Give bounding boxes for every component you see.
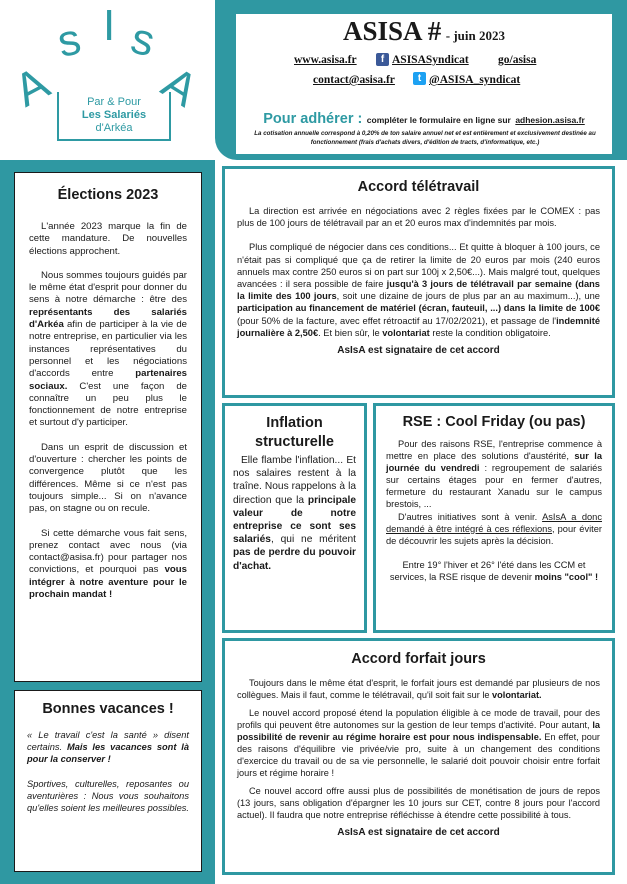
svg-text:A: A xyxy=(153,56,208,117)
inflation-p1-c: , qui ne méritent xyxy=(270,534,356,546)
rse-box xyxy=(373,403,615,633)
rse-p3 xyxy=(386,559,602,583)
rse-p2-c: , pour éviter de découvrir les sujets après la décision. xyxy=(386,523,603,546)
logo-graphic xyxy=(0,0,215,160)
teletravail-signature: AsIsA est signataire de cet accord xyxy=(337,345,500,357)
asisa-logo xyxy=(0,0,215,160)
vacances-p2: Sportives, culturelles, reposantes ou aventurières : Nous vous souhaitons qu'elles soient les meilleures possibles. xyxy=(27,778,189,814)
elections-p2-b: représentants des salariés d'Arkéa xyxy=(29,306,187,331)
rse-p2-a: D'autres initiatives sont à venir. xyxy=(398,511,538,522)
elections-title: Élections 2023 xyxy=(57,187,159,203)
vacances-p1-b: Mais les vacances sont là pour la conserver ! xyxy=(27,742,189,765)
teletravail-p2-a: Plus compliqué de négocier dans ces conditions... Et quitte à bloquer à 100 jours, ce n'était pas si compliqué que ça de retirer la limite de 20 euros par mois (240 euros annuels max contre 250 euros si on part sur 100j x 2,50€...). Mais malgré tout, quelques avancées : il sera possible de faire xyxy=(237,242,600,290)
inflation-p1 xyxy=(233,454,356,573)
forfait-p2-c: En effet, pour des raisons d'équilibre vie privée/vie pro, suite à un changement des conditions d'exercice du travail ou de sa vie personnelle, le salarié doit pouvoir choisir entre forfait jours et régime horaire ! xyxy=(237,732,600,778)
facebook-icon: f xyxy=(376,53,389,66)
twitter-link[interactable]: @ASISA_syndicat xyxy=(429,74,521,86)
logo-tagline-2: Les Salariés xyxy=(81,109,147,121)
email-link[interactable]: contact@asisa.fr xyxy=(313,74,395,86)
rse-p1-c: : regroupement de salariés sur certains étages pour en fermer d'autres, fermeture du restaurant Xanadu sur le campus brestois, ... xyxy=(386,463,603,510)
elections-p3: Dans un esprit de discussion et d'ouverture : chercher les points de convergence plutôt que les différences. Même si ce n'est pas toujours simple... Si on n'avance pas, on stagne ou on recule. xyxy=(29,441,187,515)
rse-p1-a: Pour des raisons RSE, l'entreprise commence à mettre en place des solutions d'austérité, xyxy=(386,439,602,462)
vacances-box xyxy=(14,690,202,872)
inflation-box xyxy=(222,403,367,633)
teletravail-p2-e: participation au financement de matériel (écran, fauteuil, ...) dans la limite de 100€ xyxy=(237,303,600,314)
rse-p1 xyxy=(386,438,602,511)
forfait-signature: AsIsA est signataire de cet accord xyxy=(337,827,500,838)
rse-p3-b: moins "cool" ! xyxy=(534,571,599,582)
go-link[interactable]: go/asisa xyxy=(498,54,537,66)
logo-tagline-1: Par & Pour xyxy=(87,96,141,108)
svg-text:A: A xyxy=(5,56,58,117)
facebook-link[interactable]: ASISASyndicat xyxy=(392,54,469,66)
teletravail-p2-f: (pour 50% de la facture, avec effet rétroactif au 17/02/2021), et passage de l' xyxy=(237,315,557,326)
join-url[interactable]: adhesion.asisa.fr xyxy=(515,115,585,125)
teletravail-p2-i: volontariat xyxy=(382,327,430,338)
vacances-title: Bonnes vacances ! xyxy=(42,701,174,717)
teletravail-p2-j: reste la condition obligatoire. xyxy=(432,327,551,338)
svg-text:s: s xyxy=(126,13,160,67)
svg-text:s: s xyxy=(53,14,85,67)
join-text: compléter le formulaire en ligne sur xyxy=(366,115,511,125)
teletravail-p2 xyxy=(237,241,600,339)
elections-p2-a: Nous sommes toujours guidés par le même état d'esprit pour donner du sens à notre démarche : être des xyxy=(29,269,187,306)
forfait-p2-a: Le nouvel accord proposé étend la population éligible à ce mode de travail, pour des profils qui peuvent être autonomes sur la gestion de leur temps d'activité. Pour autant, xyxy=(237,708,600,730)
teletravail-p2-h: . Et bien sûr, le xyxy=(318,327,380,338)
join-line xyxy=(240,110,608,128)
teletravail-p2-g: indemnité journalière à 2,50€ xyxy=(237,315,600,338)
teletravail-title: Accord télétravail xyxy=(357,179,480,195)
rse-p2 xyxy=(386,511,602,547)
elections-p1: L'année 2023 marque la fin de cette mandature. De nouvelles élections approchent. xyxy=(29,221,187,257)
elections-p2 xyxy=(29,270,187,430)
forfait-p3: Ce nouvel accord offre aussi plus de possibilités de monétisation de jours de repos (13 jours, sans obligation d'épargner les 10 jours sur CET, contre 8 jours pour l'accord actuel). Il faudra que notre entreprise réfléchisse à étendre cette possibilité à tous. xyxy=(237,786,600,820)
teletravail-p2-c: (dans la limite des 100 jours xyxy=(237,279,600,302)
elections-p4-a: Si cette démarche vous fait sens, prenez contact avec nous (via contact@asisa.fr) pour partager nos convictions, et pourquoi pas xyxy=(29,527,187,576)
header-card xyxy=(236,14,612,154)
forfait-p1-b: volontariat. xyxy=(492,690,542,700)
newsletter-title xyxy=(236,16,612,47)
inflation-title: Inflation structurelle xyxy=(255,415,334,450)
rse-title: RSE : Cool Friday (ou pas) xyxy=(402,414,586,430)
rse-p3-a: Entre 19° l'hiver et 26° l'été dans les CCM et services, la RSE risque de devenir xyxy=(389,559,586,582)
teletravail-box xyxy=(222,166,615,398)
elections-p2-c: afin de participer à la vie de notre entreprise, en particulier via les instances représentatives du personnel et les négociations d'accords entre xyxy=(29,319,187,380)
teletravail-p2-d: , soit une dizaine de jours de plus par an au maximum...), une xyxy=(336,291,600,302)
rse-p1-b: sur la journée du vendredi xyxy=(386,451,602,474)
forfait-title: Accord forfait jours xyxy=(351,651,486,667)
elections-p4 xyxy=(29,528,187,602)
inflation-p1-d: pas de perdre du pouvoir d'achat. xyxy=(233,547,356,572)
elections-box xyxy=(14,172,202,682)
logo-tagline-3: d'Arkéa xyxy=(95,122,133,134)
forfait-p2 xyxy=(237,707,600,779)
newsletter-issue: - juin 2023 xyxy=(445,28,505,43)
elections-p2-e: C'est une façon de connaître un peu plus le fonctionnement de notre entreprise et surtout d'y participer. xyxy=(29,380,188,429)
inflation-p1-b: principale valeur de notre entreprise ce sont ses salariés xyxy=(233,494,356,546)
join-label: Pour adhérer : xyxy=(263,111,363,127)
forfait-p1-a: Toujours dans le même état d'esprit, le forfait jours est demandé par plusieurs de nos collègues. Mais il faut, comme le télétravail, qu'il soit fait sur le xyxy=(237,678,600,700)
forfait-p1 xyxy=(237,677,600,701)
inflation-p1-a: Elle flambe l'inflation... Et nos salaires restent à la traîne. Nous rappelons à la direction que la xyxy=(233,455,356,506)
svg-text:I: I xyxy=(103,1,116,50)
forfait-p2-b: la possibilité de revenir au régime horaire est pour nous indispensable. xyxy=(237,720,601,742)
cotisation-note: La cotisation annuelle correspond à 0,20% de ton salaire annuel net et est entièrement et exclusivement destinée au fonctionnement (frais d'achats divers, d'édition de tracts, d'informatique, etc.) xyxy=(254,130,596,146)
elections-p2-d: partenaires sociaux. xyxy=(29,368,188,392)
vacances-p1 xyxy=(27,729,189,766)
teletravail-p1: La direction est arrivée en négociations avec 2 règles fixées par le COMEX : pas plus de 100 jours de télétravail par an et 20 euros max d'indemnités par mois. xyxy=(237,206,600,229)
elections-p4-b: vous intégrer à notre aventure pour le prochain mandat ! xyxy=(29,564,187,601)
teletravail-p2-b: jusqu'à 3 jours de télétravail par semaine xyxy=(386,279,572,290)
vacances-p1-a: « Le travail c'est la santé » disent certains. xyxy=(27,730,189,753)
website-link[interactable]: www.asisa.fr xyxy=(294,54,357,66)
rse-p2-b: AsIsA a donc demandé à être intégré à ces réflexions xyxy=(386,511,602,534)
twitter-icon: t xyxy=(413,72,426,85)
newsletter-name: ASISA # xyxy=(343,16,442,46)
forfait-box xyxy=(222,638,615,875)
